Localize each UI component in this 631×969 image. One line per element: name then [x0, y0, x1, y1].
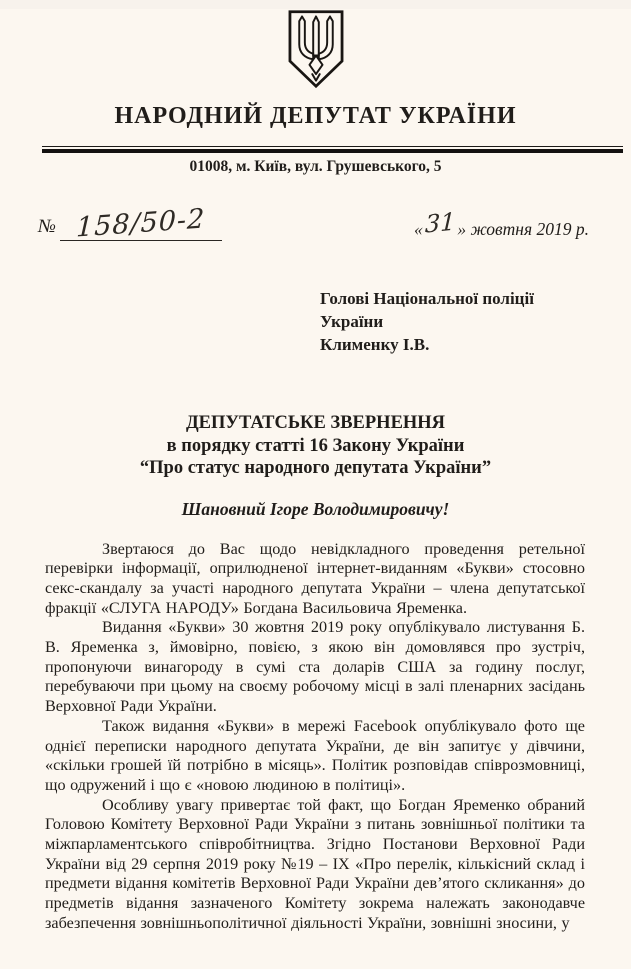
- letter-body: [45, 540, 585, 934]
- date-open-quote: «: [414, 219, 423, 239]
- body-paragraph: Також видання «Букви» в мережі Facebook опублікувало фото ще однієї переписки народного депутата України, де він запитує у дівчини, «скільки грошей їй потрібно в місяць». Політик розповідав співрозмовниці, що одружений і що є «новою людиною в політиці».: [45, 716, 585, 794]
- salutation: Шановний Ігоре Володимировичу!: [181, 498, 450, 519]
- addressee-line: України: [320, 312, 384, 331]
- date-close-quote: »: [457, 219, 467, 239]
- body-paragraph: Видання «Букви» 30 жовтня 2019 року опублікувало листування Б. В. Яременка з, ймовірно, повією, з якою він домовлявся про зустріч, пропонуючи винагороду в сумі ста доларів США за годину послуг, перебуваючи при цьому на своєму робочому місці в залі пленарних засідань Верховної Ради України.: [45, 618, 585, 716]
- body-paragraph: Звертаюся до Вас щодо невідкладного проведення ретельної перевірки інформації, оприлюдненої інтернет-виданням «Букви» стосовно секс-скандалу за участі народного депутата України – члена депутатської фракції «СЛУГА НАРОДУ» Богдана Васильовича Яременка.: [45, 539, 585, 617]
- reference-number: [38, 203, 222, 244]
- handwritten-number: 158/50-2: [75, 203, 206, 244]
- letterhead-address: 01008, м. Київ, вул. Грушевського, 5: [189, 158, 442, 175]
- date-rest: жовтня 2019 р.: [466, 219, 589, 239]
- handwritten-day: 31: [424, 207, 456, 239]
- addressee-line: Клименку І.В.: [320, 335, 430, 354]
- document-title-line: “Про статус народного депутата України”: [139, 458, 492, 478]
- number-underline: [60, 203, 222, 244]
- number-label: №: [38, 216, 56, 237]
- scanned-letter-page: [0, 9, 631, 969]
- ukraine-tryzub-shield-icon: [285, 9, 347, 89]
- document-title-line: в порядку статті 16 Закону України: [166, 435, 465, 456]
- document-title: [0, 412, 631, 480]
- org-title: НАРОДНИЙ ДЕПУТАТ УКРАЇНИ: [114, 103, 517, 129]
- document-title-line: ДЕПУТАТСЬКЕ ЗВЕРНЕННЯ: [185, 413, 446, 433]
- addressee-line: Голові Національної поліції: [320, 289, 534, 308]
- body-paragraph: Особливу увагу привертає той факт, що Богдан Яременко обраний Головою Комітету Верховної Ради України з питань зовнішньої політики та міжпарламентського співробітництва. Згідно Постанови Верховної Ради України від 29 серпня 2019 року №19 – IX «Про перелік, кількісний склад і предмети відання комітетів Верховної Ради України дев’ятого скликання» до предметів відання зазначеного Комітету зокрема належать законодавче забезпечення зовнішньополітичної діяльності України, зовнішні зносини, у: [45, 795, 585, 932]
- reference-date: [414, 207, 589, 241]
- addressee-block: [320, 287, 631, 356]
- reference-row: [38, 203, 589, 244]
- letterhead-divider: [42, 146, 623, 153]
